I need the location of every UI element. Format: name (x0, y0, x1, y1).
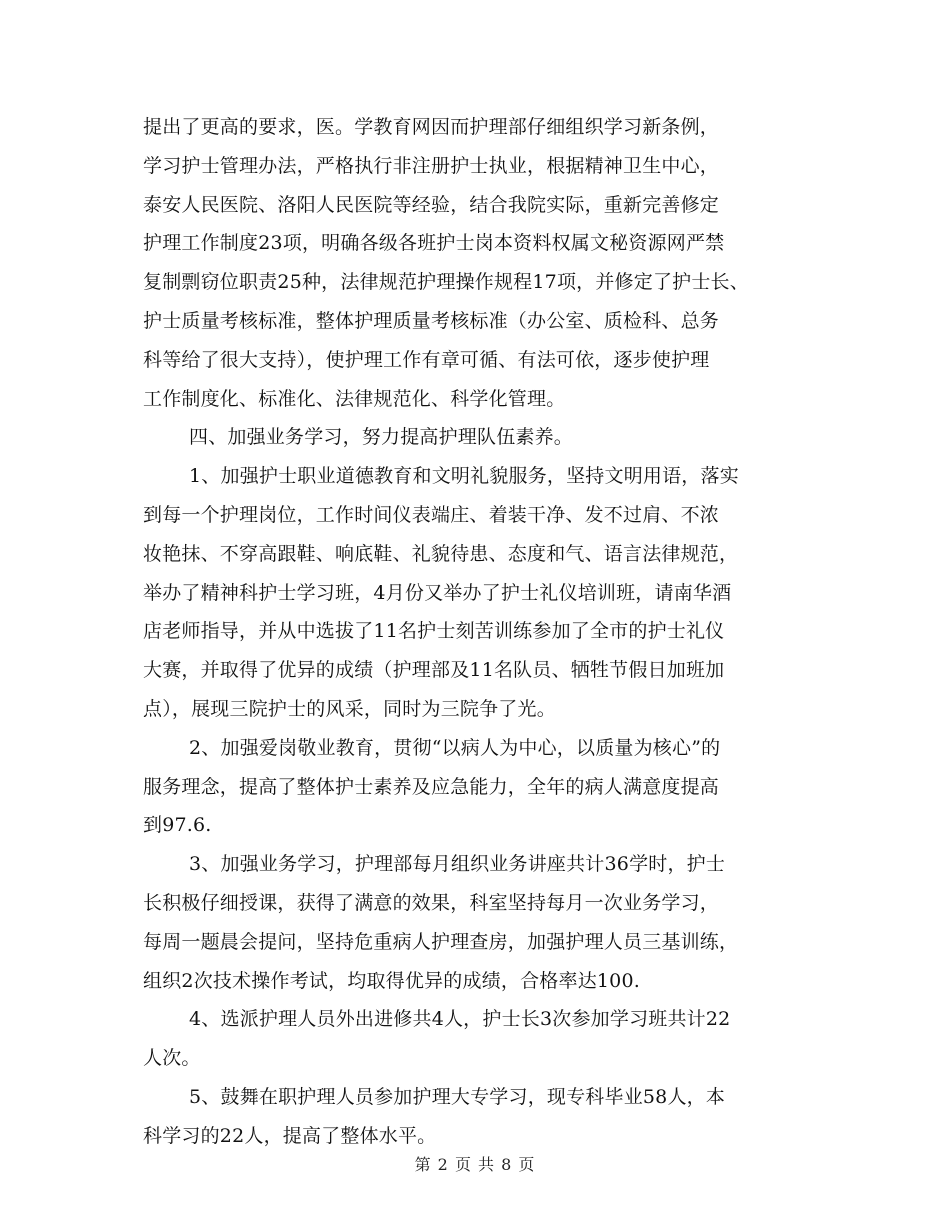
text-line: 护理工作制度23项，明确各级各班护士岗本资料权属文秘资源网严禁 (143, 232, 725, 255)
text-line: 5、鼓舞在职护理人员参加护理大专学习，现专科毕业58人，本 (189, 1085, 726, 1108)
text-line: 科等给了很大支持），使护理工作有章可循、有法可依，逐步使护理 (143, 348, 710, 371)
text-line: 3、加强业务学习，护理部每月组织业务讲座共计36学时，护士 (189, 853, 726, 876)
text-line: 复制剽窃位职责25种，法律规范护理操作规程17项，并修定了护士长、 (143, 271, 749, 294)
document-body (143, 108, 843, 1156)
text-line: 四、加强业务学习，努力提高护理队伍素养。 (189, 426, 574, 449)
text-line: 2、加强爱岗敬业教育，贯彻“以病人为中心，以质量为核心”的 (189, 736, 721, 759)
text-line: 店老师指导，并从中选拔了11名护士刻苦训练参加了全市的护士礼仪 (143, 620, 725, 643)
text-line: 学习护士管理办法，严格执行非注册护士执业，根据精神卫生中心， (143, 154, 720, 177)
text-line: 护士质量考核标准，整体护理质量考核标准（办公室、质检科、总务 (143, 309, 720, 332)
text-line: 提出了更高的要求，医。学教育网因而护理部仔细组织学习新条例， (143, 116, 720, 138)
text-line: 大赛，并取得了优异的成绩（护理部及11名队员、牺牲节假日加班加 (143, 659, 725, 682)
text-line: 到每一个护理岗位，工作时间仪表端庄、着装干净、发不过肩、不浓 (143, 503, 720, 526)
text-line: 服务理念，提高了整体护士素养及应急能力，全年的病人满意度提高 (143, 775, 720, 798)
text-line: 组织2次技术操作考试，均取得优异的成绩，合格率达100. (143, 969, 640, 992)
text-line: 工作制度化、标准化、法律规范化、科学化管理。 (143, 387, 566, 410)
text-line: 4、选派护理人员外出进修共4人，护士长3次参加学习班共计22 (189, 1008, 731, 1031)
text-line: 每周一题晨会提问，坚持危重病人护理查房，加强护理人员三基训练， (143, 930, 739, 953)
text-line: 点），展现三院护士的风采，同时为三院争了光。 (143, 697, 556, 720)
text-line: 1、加强护士职业道德教育和文明礼貌服务，坚持文明用语，落实 (189, 465, 739, 488)
text-line: 妆艳抹、不穿高跟鞋、响底鞋、礼貌待患、态度和气、语言法律规范， (143, 542, 739, 565)
text-line: 科学习的22人，提高了整体水平。 (143, 1124, 437, 1147)
text-line: 到97.6. (143, 814, 212, 837)
page-number-footer: 第 2 页 共 8 页 (414, 1155, 536, 1174)
text-line: 长积极仔细授课，获得了满意的效果，科室坚持每月一次业务学习， (143, 891, 720, 914)
text-line: 举办了精神科护士学习班，4月份又举办了护士礼仪培训班，请南华酒 (143, 581, 732, 604)
text-line: 人次。 (143, 1047, 201, 1070)
text-line: 泰安人民医院、洛阳人民医院等经验，结合我院实际，重新完善修定 (143, 193, 720, 216)
